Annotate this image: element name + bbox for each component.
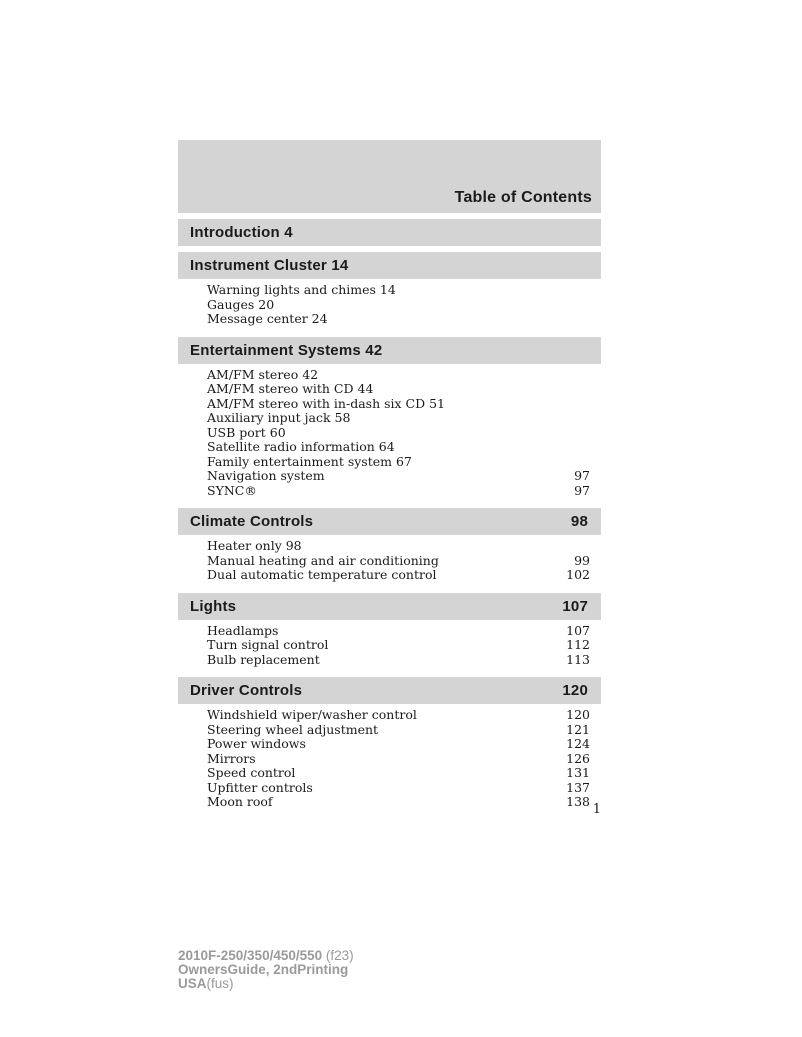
toc-entry-label: Windshield wiper/washer control (207, 707, 417, 722)
toc-entry-label: SYNC® (207, 482, 257, 498)
footer-guide-line (178, 963, 354, 977)
footer-region: USA (178, 976, 207, 991)
toc-entry-label: Auxiliary input jack 58 (207, 410, 351, 425)
section-entries (178, 279, 601, 331)
footer-imprint (178, 949, 354, 991)
toc-entry (207, 781, 590, 796)
toc-entry-label: Family entertainment system 67 (207, 453, 412, 469)
toc-entry (207, 283, 590, 298)
toc-entry-page: 107 (566, 622, 590, 638)
toc-entry-page: 121 (566, 721, 590, 737)
toc-entry-label: Mirrors (207, 750, 256, 766)
toc-header (178, 140, 601, 213)
toc-entry (207, 397, 590, 412)
section-heading-label: Introduction 4 (190, 224, 293, 241)
toc-content-column (178, 140, 601, 814)
toc-entry-label: Manual heating and air conditioning (207, 552, 439, 568)
footer-model-suffix: (f23) (322, 948, 354, 963)
toc-entry-label: Dual automatic temperature control (207, 567, 437, 582)
section-heading-label: Instrument Cluster 14 (190, 257, 349, 274)
footer-model-line (178, 949, 354, 963)
toc-entry (207, 484, 590, 499)
section-driver-controls (178, 677, 601, 704)
toc-entry-page: 120 (566, 707, 590, 722)
footer-region-suffix: (fus) (206, 976, 234, 991)
toc-entry-page: 113 (566, 651, 590, 667)
toc-entry-label: Warning lights and chimes 14 (207, 282, 396, 297)
toc-entry (207, 653, 590, 668)
toc-entry-label: AM/FM stereo with in-dash six CD 51 (207, 395, 446, 411)
toc-entry-label: AM/FM stereo 42 (207, 366, 319, 382)
toc-entry-page: 112 (566, 637, 590, 652)
toc-entry (207, 766, 590, 781)
section-entries (178, 535, 601, 587)
footer-guide: OwnersGuide, 2ndPrinting (178, 962, 349, 977)
toc-entry-label: Gauges 20 (207, 296, 275, 312)
toc-entry (207, 638, 590, 653)
toc-entry (207, 469, 590, 484)
section-heading-label: Climate Controls (190, 513, 314, 530)
toc-entry-label: AM/FM stereo with CD 44 (207, 381, 374, 396)
footer-model: 2010F-250/350/450/550 (178, 948, 323, 963)
toc-entry (207, 298, 590, 313)
toc-entry-page: 97 (574, 482, 590, 498)
toc-entry (207, 440, 590, 455)
section-page-number: 107 (562, 597, 588, 615)
toc-entry (207, 411, 590, 426)
toc-entry (207, 539, 590, 554)
toc-entry (207, 752, 590, 767)
toc-entry-page: 138 (566, 794, 590, 809)
toc-entry-page: 124 (566, 736, 590, 751)
toc-entry-page: 126 (566, 750, 590, 766)
toc-entry-page: 99 (574, 552, 590, 568)
toc-entry-label: Steering wheel adjustment (207, 721, 379, 737)
toc-entry-label: Turn signal control (207, 637, 329, 652)
section-entertainment-systems (178, 337, 601, 364)
toc-entry (207, 382, 590, 397)
toc-entry (207, 554, 590, 569)
toc-entry-label: Navigation system (207, 468, 325, 483)
toc-entry (207, 624, 590, 639)
section-instrument-cluster (178, 252, 601, 279)
toc-entry-label: USB port 60 (207, 424, 286, 440)
toc-entry (207, 368, 590, 383)
toc-entry-label: Bulb replacement (207, 651, 320, 667)
toc-entry (207, 568, 590, 583)
section-heading-label: Lights (190, 597, 237, 615)
toc-entry (207, 723, 590, 738)
toc-entry (207, 795, 590, 810)
toc-entry-label: Satellite radio information 64 (207, 439, 395, 454)
toc-entry-label: Upfitter controls (207, 779, 313, 795)
section-lights (178, 593, 601, 620)
toc-entry-label: Power windows (207, 736, 306, 751)
toc-entry-label: Headlamps (207, 622, 279, 638)
toc-entry-label: Moon roof (207, 794, 273, 809)
section-climate-controls (178, 508, 601, 535)
section-entries (178, 364, 601, 503)
section-heading-label: Entertainment Systems 42 (190, 341, 383, 359)
toc-entry (207, 455, 590, 470)
footer-region-line (178, 977, 354, 991)
page-number: 1 (592, 802, 601, 817)
section-introduction (178, 219, 601, 246)
toc-entry-page: 97 (574, 468, 590, 483)
toc-entry (207, 312, 590, 327)
section-page-number: 98 (570, 513, 588, 530)
section-page-number: 120 (562, 682, 588, 699)
toc-entry (207, 737, 590, 752)
page-title: Table of Contents (454, 189, 592, 206)
toc-entry-page: 137 (566, 779, 590, 795)
toc-entry-label: Speed control (207, 765, 296, 780)
section-entries (178, 704, 601, 814)
section-heading-label: Driver Controls (190, 682, 303, 699)
toc-entry-label: Message center 24 (207, 311, 328, 326)
toc-entry (207, 426, 590, 441)
toc-entry-page: 131 (566, 765, 590, 780)
section-entries (178, 620, 601, 672)
toc-entry-label: Heater only 98 (207, 538, 302, 553)
toc-entry-page: 102 (566, 567, 590, 582)
toc-entry (207, 708, 590, 723)
